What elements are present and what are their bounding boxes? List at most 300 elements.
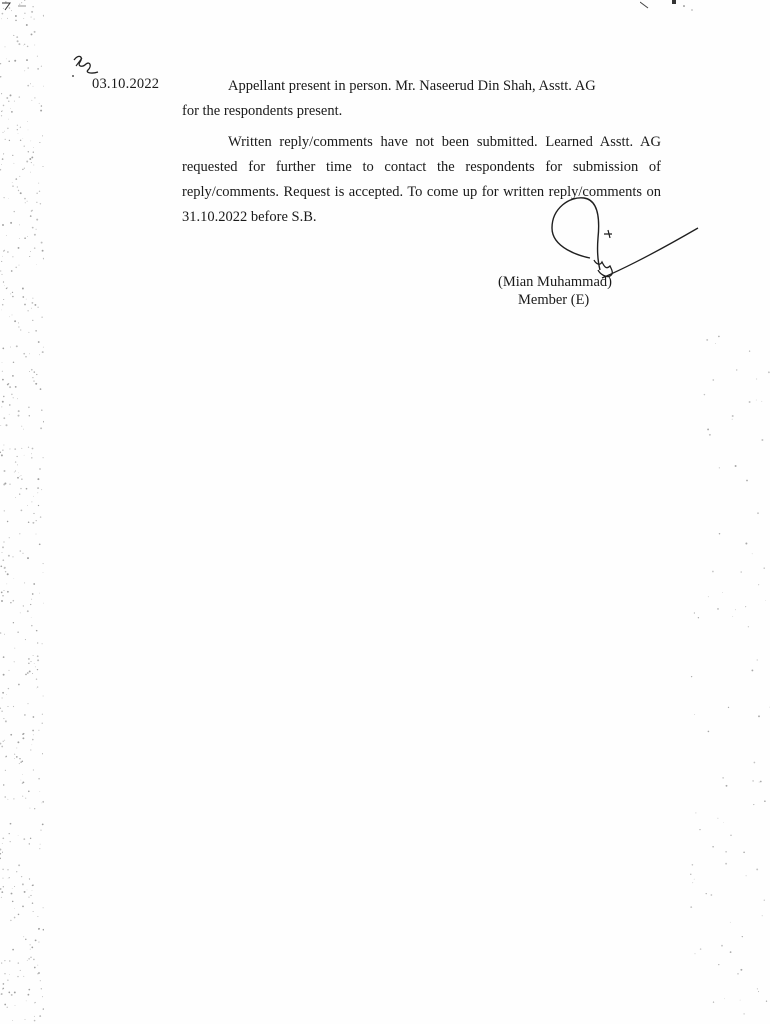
- speckle-dot: [7, 573, 9, 575]
- speckle-dot: [707, 428, 709, 430]
- speckle-dot: [1, 111, 2, 112]
- speckle-dot: [13, 362, 14, 363]
- speckle-dot: [1, 891, 3, 893]
- speckle-dot: [692, 864, 694, 866]
- speckle-dot: [28, 958, 29, 959]
- speckle-dot: [17, 186, 18, 187]
- speckle-dot: [38, 928, 40, 930]
- speckle-dot: [752, 553, 753, 554]
- speckle-dot: [42, 723, 43, 724]
- speckle-dot: [19, 476, 20, 477]
- speckle-dot: [22, 296, 24, 298]
- speckle-dot: [0, 849, 1, 851]
- speckle-dot: [35, 383, 37, 385]
- attendance-line-1: Appellant present in person. Mr. Naseerud Din Shah, Asstt. AG: [228, 78, 596, 94]
- speckle-dot: [11, 994, 13, 996]
- speckle-dot: [33, 513, 34, 514]
- speckle-dot: [22, 906, 24, 908]
- speckle-dot: [41, 409, 43, 411]
- speckle-dot: [17, 741, 19, 743]
- speckle-dot: [19, 4, 20, 5]
- speckle-dot: [7, 869, 8, 870]
- speckle-dot: [4, 567, 6, 569]
- speckle-dot: [3, 741, 4, 742]
- speckle-dot: [37, 965, 38, 966]
- speckle-dot: [12, 185, 14, 187]
- speckle-dot: [15, 1005, 16, 1006]
- speckle-dot: [13, 622, 14, 623]
- speckle-dot: [23, 782, 25, 784]
- speckle-dot: [10, 734, 12, 736]
- speckle-dot: [12, 256, 13, 257]
- speckle-dot: [743, 852, 745, 854]
- speckle-dot: [708, 596, 709, 597]
- speckle-dot: [10, 920, 11, 921]
- speckle-dot: [2, 274, 3, 275]
- speckle-dot: [20, 761, 21, 762]
- speckle-dot: [3, 674, 5, 676]
- speckle-dot: [765, 600, 766, 601]
- speckle-dot: [32, 730, 34, 732]
- speckle-dot: [37, 642, 38, 643]
- speckle-dot: [27, 610, 29, 612]
- speckle-dot: [31, 625, 33, 627]
- speckle-dot: [8, 688, 9, 689]
- speckle-dot: [18, 326, 19, 327]
- speckle-dot: [694, 612, 695, 613]
- speckle-dot: [6, 694, 7, 695]
- speckle-dot: [36, 374, 37, 375]
- speckle-dot: [34, 31, 36, 33]
- speckle-dot: [2, 348, 4, 350]
- speckle-dot: [18, 415, 20, 417]
- speckle-dot: [1, 711, 2, 712]
- speckle-dot: [746, 875, 747, 876]
- speckle-dot: [0, 632, 1, 634]
- speckle-dot: [14, 448, 16, 450]
- speckle-dot: [748, 626, 749, 627]
- speckle-dot: [1, 93, 2, 94]
- speckle-dot: [23, 976, 24, 977]
- speckle-dot: [18, 962, 19, 963]
- speckle-dot: [38, 778, 40, 780]
- speckle-dot: [718, 336, 720, 338]
- speckle-dot: [10, 841, 11, 842]
- speckle-dot: [31, 302, 33, 304]
- speckle-dot: [715, 343, 716, 344]
- speckle-dot: [730, 922, 731, 923]
- speckle-dot: [758, 584, 759, 585]
- speckle-dot: [37, 68, 39, 70]
- speckle-dot: [43, 258, 44, 260]
- speckle-dot: [14, 648, 15, 649]
- speckle-dot: [36, 264, 37, 265]
- speckle-dot: [9, 449, 10, 450]
- speckle-dot: [5, 571, 6, 572]
- speckle-dot: [43, 15, 44, 17]
- speckle-dot: [10, 108, 11, 109]
- speckle-dot: [32, 890, 33, 891]
- speckle-dot: [18, 322, 19, 323]
- speckle-dot: [28, 994, 30, 996]
- speckle-dot: [40, 203, 41, 204]
- speckle-dot: [9, 484, 10, 485]
- speckle-dot: [1, 18, 2, 19]
- signatory-designation: Member (E): [518, 292, 590, 308]
- speckle-dot: [41, 242, 43, 244]
- speckle-dot: [745, 606, 746, 607]
- speckle-dot: [2, 256, 3, 257]
- speckle-dot: [32, 884, 34, 886]
- speckle-dot: [19, 550, 21, 552]
- speckle-dot: [2, 371, 3, 372]
- speckle-dot: [18, 684, 20, 686]
- speckle-dot: [7, 251, 9, 253]
- speckle-dot: [33, 716, 35, 718]
- speckle-dot: [6, 424, 8, 426]
- speckle-dot: [17, 632, 18, 633]
- speckle-dot: [11, 270, 13, 272]
- speckle-dot: [39, 468, 41, 470]
- speckle-dot: [37, 492, 38, 493]
- speckle-dot: [41, 105, 43, 107]
- speckle-dot: [21, 426, 22, 427]
- speckle-dot: [27, 67, 29, 69]
- speckle-dot: [34, 371, 35, 372]
- speckle-dot: [1, 261, 2, 262]
- speckle-dot: [14, 917, 16, 919]
- speckle-dot: [27, 890, 28, 891]
- speckle-dot: [24, 582, 25, 583]
- speckle-dot: [1, 115, 2, 116]
- speckle-dot: [31, 308, 32, 309]
- speckle-dot: [34, 967, 36, 969]
- speckle-dot: [12, 1020, 13, 1021]
- speckle-dot: [9, 316, 10, 317]
- speckle-dot: [42, 801, 44, 803]
- speckle-dot: [0, 565, 2, 567]
- speckle-dot: [43, 86, 44, 87]
- speckle-dot: [13, 706, 14, 707]
- speckle-dot: [28, 521, 30, 523]
- speckle-dot: [15, 497, 16, 498]
- speckle-dot: [18, 835, 19, 836]
- speckle-dot: [730, 835, 731, 836]
- speckle-dot: [735, 609, 736, 610]
- speckle-dot: [1, 592, 3, 594]
- speckle-dot: [42, 135, 43, 136]
- speckle-dot: [20, 140, 21, 141]
- signatory-name: (Mian Muhammad): [498, 274, 612, 290]
- speckle-dot: [12, 888, 13, 889]
- speckle-dot: [27, 121, 28, 122]
- speckle-dot: [18, 133, 19, 134]
- speckle-dot: [19, 493, 20, 494]
- speckle-dot: [30, 749, 31, 750]
- speckle-dot: [16, 756, 18, 758]
- speckle-dot: [29, 878, 30, 879]
- speckle-dot: [25, 674, 27, 676]
- speckle-dot: [20, 613, 21, 614]
- speckle-dot: [11, 893, 13, 895]
- speckle-dot: [9, 974, 10, 975]
- speckle-dot: [3, 541, 4, 542]
- speckle-dot: [22, 883, 24, 885]
- speckle-dot: [3, 281, 4, 282]
- speckle-dot: [1, 963, 2, 964]
- speckle-dot: [2, 449, 3, 450]
- speckle-dot: [1, 164, 2, 165]
- speckle-dot: [19, 238, 20, 239]
- speckle-dot: [3, 886, 4, 887]
- speckle-dot: [0, 451, 1, 453]
- speckle-dot: [8, 706, 9, 707]
- speckle-dot: [7, 521, 8, 522]
- speckle-dot: [43, 457, 44, 458]
- speckle-dot: [13, 397, 14, 398]
- speckle-dot: [24, 0, 25, 1]
- speckle-dot: [40, 516, 41, 517]
- speckle-dot: [9, 7, 11, 9]
- speckle-dot: [732, 419, 733, 420]
- speckle-dot: [8, 198, 9, 199]
- speckle-dot: [30, 944, 31, 945]
- speckle-dot: [14, 472, 15, 473]
- speckle-dot: [30, 838, 31, 839]
- speckle-dot: [708, 731, 710, 733]
- speckle-dot: [17, 125, 18, 126]
- speckle-dot: [29, 256, 30, 257]
- speckle-dot: [8, 60, 10, 62]
- speckle-dot: [22, 288, 24, 290]
- speckle-dot: [761, 401, 762, 402]
- speckle-dot: [719, 467, 720, 468]
- speckle-dot: [14, 101, 15, 102]
- speckle-dot: [713, 1001, 714, 1002]
- speckle-dot: [37, 687, 38, 688]
- speckle-dot: [764, 900, 765, 901]
- speckle-dot: [5, 139, 6, 140]
- speckle-dot: [700, 948, 701, 949]
- speckle-dot: [14, 908, 15, 909]
- speckle-dot: [719, 533, 720, 534]
- speckle-dot: [14, 886, 15, 887]
- speckle-dot: [12, 901, 14, 903]
- speckle-dot: [33, 147, 34, 148]
- speckle-dot: [30, 172, 31, 173]
- speckle-dot: [40, 110, 42, 112]
- speckle-dot: [26, 24, 28, 26]
- speckle-dot: [690, 874, 691, 875]
- speckle-dot: [2, 304, 4, 306]
- speckle-dot: [31, 501, 32, 502]
- speckle-dot: [2, 878, 3, 879]
- speckle-dot: [43, 563, 44, 564]
- speckle-dot: [18, 190, 19, 191]
- speckle-dot: [8, 670, 9, 671]
- speckle-dot: [18, 472, 19, 473]
- speckle-dot: [32, 377, 33, 378]
- speckle-dot: [43, 1008, 44, 1010]
- speckle-dot: [39, 1015, 41, 1017]
- speckle-dot: [5, 720, 7, 722]
- speckle-dot: [3, 250, 5, 252]
- speckle-dot: [0, 63, 1, 64]
- speckle-dot: [3, 153, 4, 154]
- speckle-dot: [33, 496, 34, 497]
- speckle-dot: [34, 45, 35, 46]
- speckle-dot: [2, 595, 3, 596]
- speckle-dot: [2, 552, 3, 553]
- speckle-dot: [10, 293, 11, 294]
- speckle-dot: [762, 915, 763, 916]
- speckle-dot: [22, 774, 23, 775]
- speckle-dot: [9, 537, 10, 538]
- speckle-dot: [23, 353, 25, 355]
- speckle-dot: [10, 823, 12, 825]
- speckle-dot: [40, 980, 41, 981]
- speckle-dot: [19, 96, 20, 97]
- speckle-dot: [36, 688, 37, 689]
- speckle-dot: [14, 991, 16, 993]
- speckle-dot: [7, 979, 8, 980]
- speckle-dot: [28, 332, 29, 333]
- speckle-dot: [1, 993, 3, 995]
- speckle-dot: [4, 1004, 6, 1006]
- speckle-dot: [694, 953, 695, 954]
- speckle-dot: [8, 555, 10, 557]
- speckle-dot: [30, 604, 31, 605]
- speckle-dot: [704, 394, 705, 395]
- speckle-dot: [38, 942, 39, 943]
- speckle-dot: [764, 567, 765, 568]
- speckle-dot: [39, 354, 40, 355]
- speckle-dot: [38, 341, 40, 343]
- speckle-dot: [33, 769, 34, 770]
- speckle-dot: [38, 730, 39, 731]
- speckle-dot: [4, 973, 5, 974]
- speckle-dot: [31, 617, 32, 618]
- speckle-dot: [7, 287, 8, 288]
- speckle-dot: [2, 546, 4, 548]
- speckle-dot: [20, 192, 22, 194]
- speckle-dot: [12, 292, 13, 293]
- speckle-dot: [42, 714, 43, 715]
- speckle-dot: [34, 663, 35, 664]
- speckle-dot: [31, 599, 32, 600]
- speckle-dot: [7, 18, 8, 19]
- speckle-dot: [2, 989, 3, 990]
- speckle-dot: [30, 251, 31, 252]
- speckle-dot: [24, 44, 25, 45]
- speckle-dot: [2, 837, 4, 839]
- speckle-dot: [724, 998, 725, 999]
- speckle-dot: [22, 733, 24, 735]
- speckle-dot: [40, 844, 41, 845]
- speckle-dot: [756, 378, 757, 379]
- speckle-dot: [751, 669, 753, 671]
- speckle-dot: [0, 858, 1, 859]
- speckle-dot: [2, 843, 3, 844]
- speckle-dot: [1, 454, 3, 456]
- speckle-dot: [6, 235, 7, 236]
- speckle-dot: [725, 851, 727, 853]
- speckle-dot: [11, 111, 13, 113]
- speckle-dot: [19, 763, 20, 764]
- speckle-dot: [23, 45, 24, 46]
- speckle-dot: [726, 785, 728, 787]
- speckle-dot: [24, 198, 26, 200]
- speckle-dot: [12, 556, 13, 557]
- speckle-dot: [742, 936, 743, 937]
- speckle-dot: [13, 798, 14, 799]
- speckle-dot: [2, 379, 4, 381]
- speckle-dot: [27, 85, 29, 87]
- attendance-line-2: for the respondents present.: [182, 103, 343, 119]
- speckle-dot: [3, 8, 4, 9]
- speckle-dot: [33, 734, 34, 735]
- speckle-dot: [754, 762, 756, 764]
- speckle-dot: [690, 906, 692, 908]
- speckle-dot: [0, 169, 1, 171]
- speckle-dot: [32, 522, 34, 524]
- speckle-dot: [22, 169, 23, 170]
- speckle-dot: [22, 138, 23, 139]
- speckle-dot: [31, 453, 32, 454]
- speckle-dot: [35, 939, 37, 941]
- speckle-dot: [21, 780, 22, 781]
- speckle-dot: [35, 330, 36, 331]
- speckle-dot: [24, 455, 25, 456]
- speckle-dot: [27, 960, 28, 961]
- speckle-dot: [5, 1, 7, 3]
- speckle-dot: [14, 211, 15, 212]
- speckle-dot: [43, 603, 44, 604]
- speckle-dot: [9, 960, 10, 961]
- speckle-dot: [26, 299, 27, 300]
- speckle-dot: [4, 590, 5, 591]
- speckle-dot: [722, 592, 723, 593]
- speckle-dot: [27, 557, 29, 559]
- speckle-dot: [756, 400, 757, 401]
- speckle-dot: [39, 543, 41, 545]
- speckle-dot: [18, 864, 20, 866]
- speckle-dot: [32, 298, 33, 299]
- speckle-dot: [22, 761, 24, 763]
- speckle-dot: [761, 439, 763, 441]
- speckle-dot: [2, 110, 3, 111]
- speckle-dot: [29, 808, 30, 809]
- speckle-dot: [4, 483, 6, 485]
- speckle-dot: [39, 103, 40, 104]
- speckle-dot: [4, 470, 6, 472]
- speckle-dot: [735, 465, 737, 467]
- speckle-dot: [18, 914, 20, 916]
- speckle-dot: [36, 219, 38, 221]
- speckle-dot: [21, 478, 22, 479]
- speckle-dot: [17, 129, 18, 130]
- speckle-dot: [5, 770, 6, 771]
- speckle-dot: [758, 715, 760, 717]
- proceedings-text: Written reply/comments have not been submitted. Learned Asstt. AG requested for further time to contact the respondents for submission of reply/comments. Request is accepted. To come up for written reply/comments on 31.10.2022 before S.B.: [182, 134, 661, 225]
- speckle-dot: [5, 47, 6, 48]
- speckle-dot: [40, 830, 41, 831]
- speckle-dot: [36, 229, 37, 230]
- speckle-dot: [717, 818, 718, 819]
- speckle-dot: [24, 70, 25, 71]
- speckle-dot: [36, 678, 37, 679]
- speckle-dot: [37, 193, 38, 194]
